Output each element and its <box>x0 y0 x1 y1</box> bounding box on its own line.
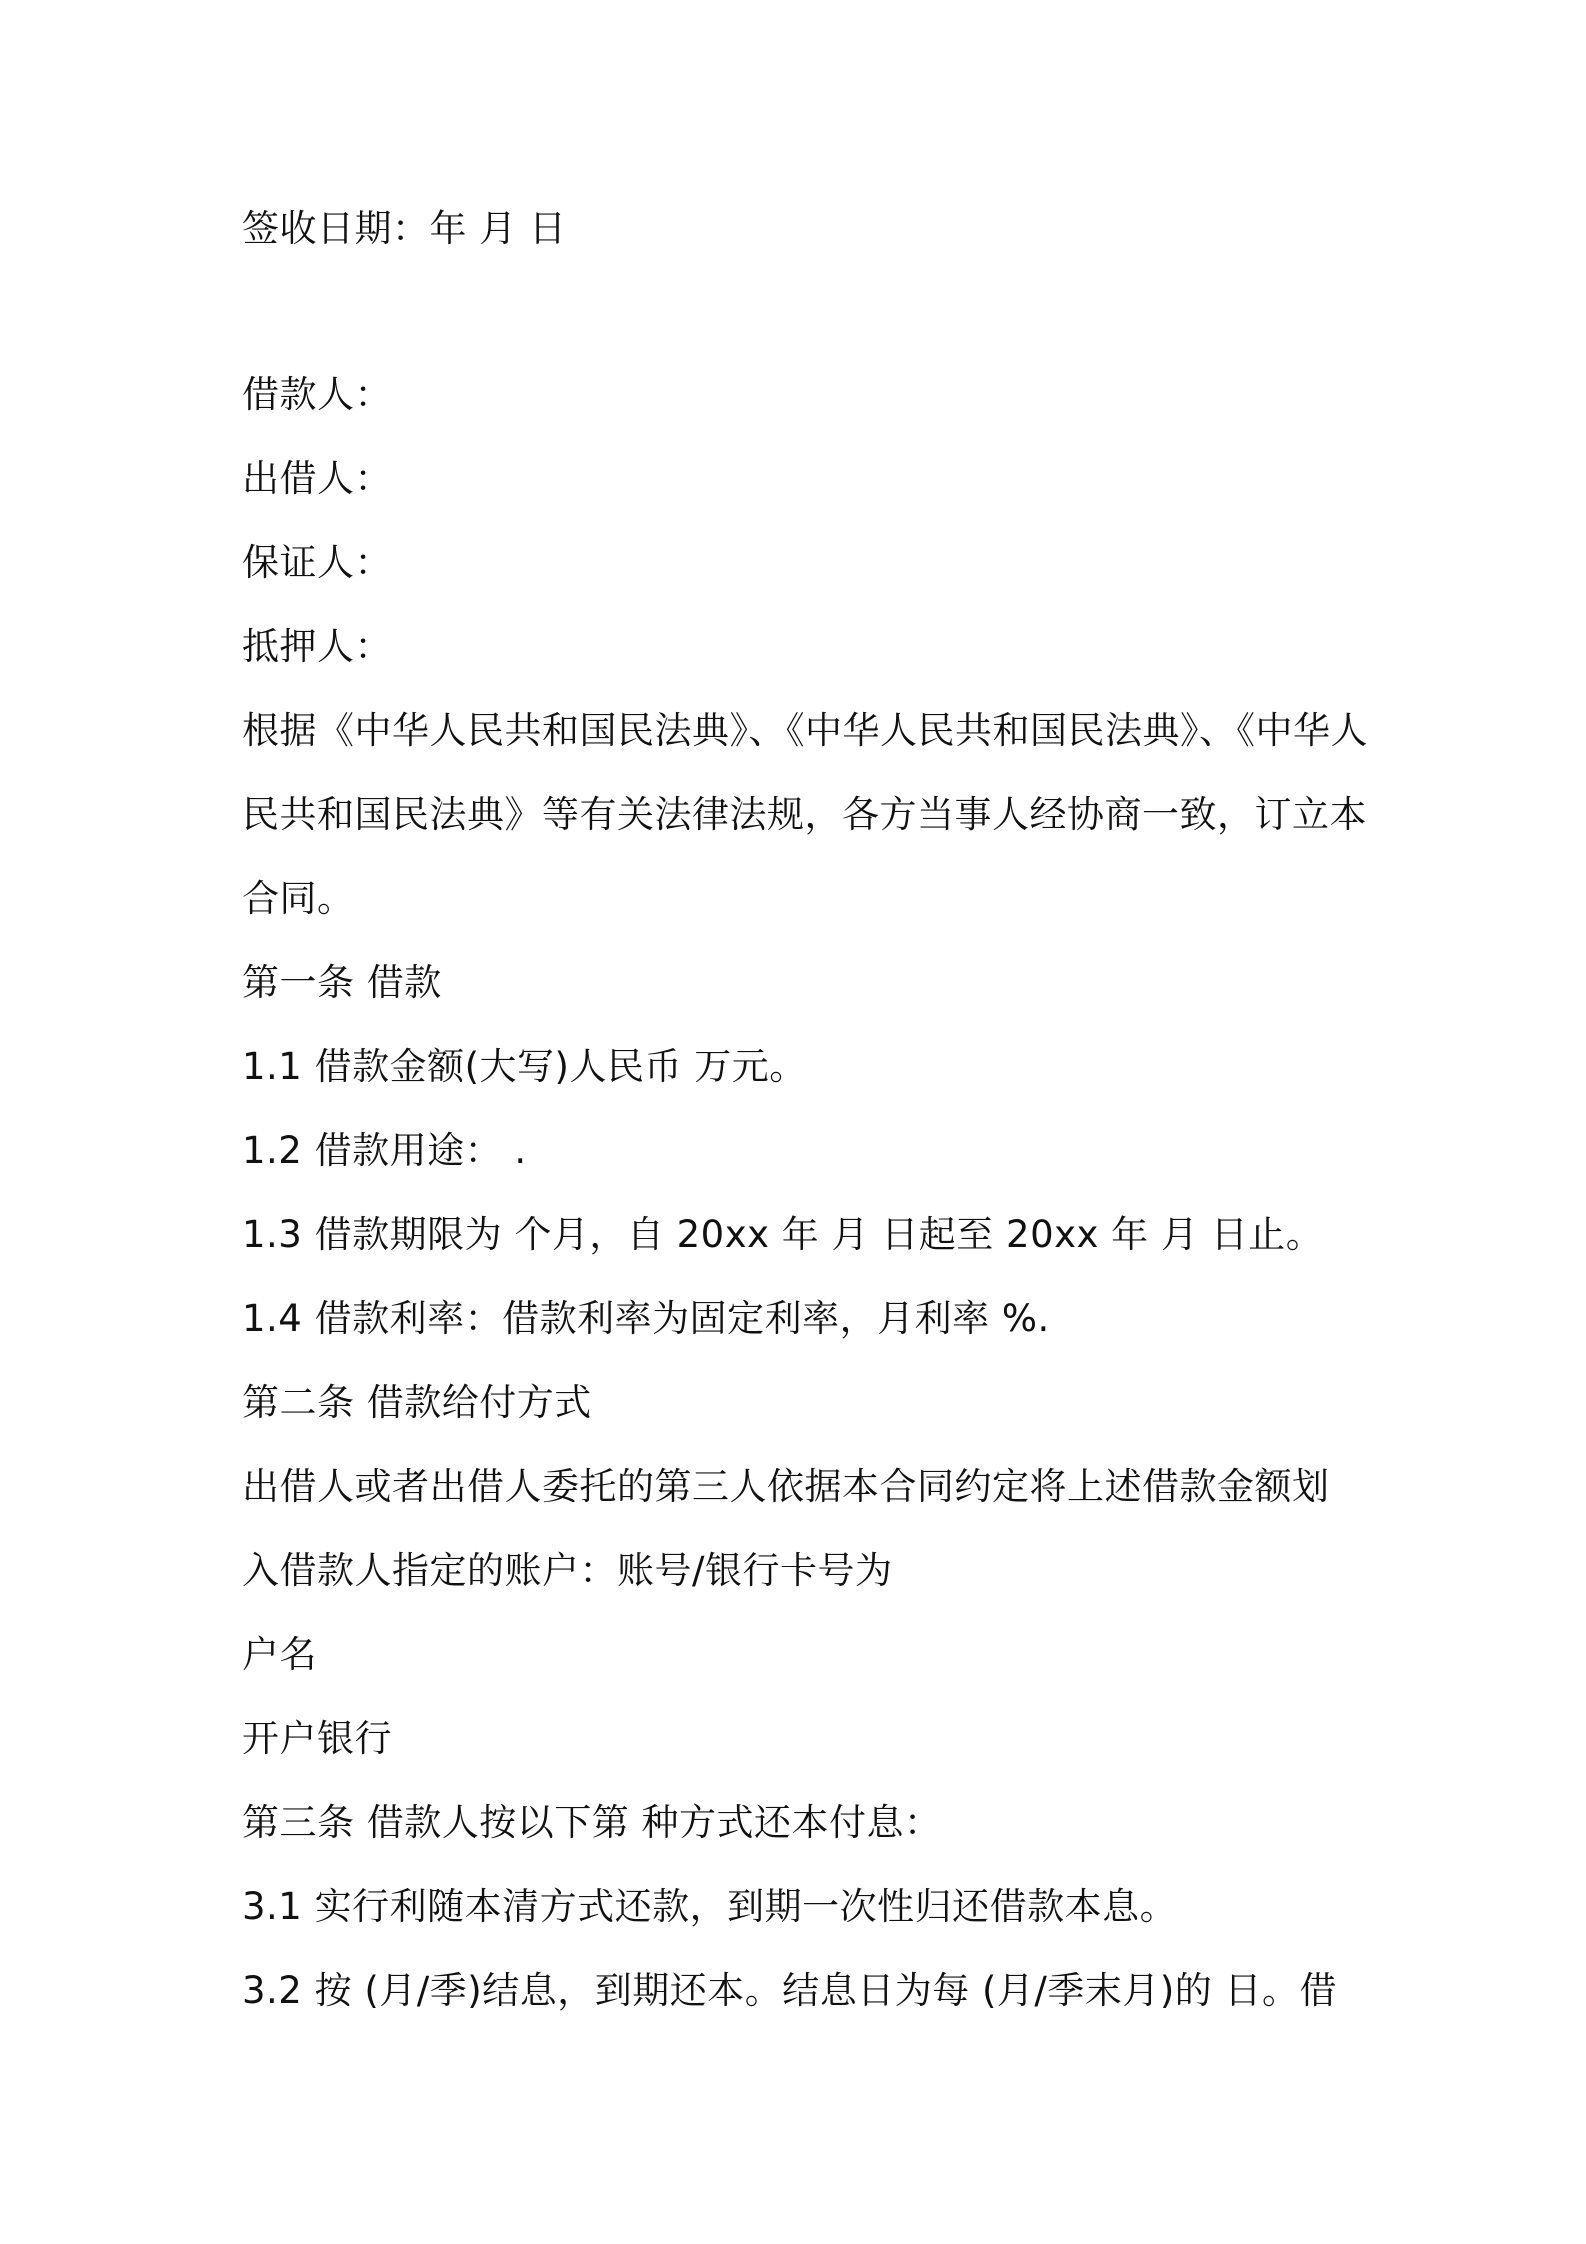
bank-line: 开户银行 <box>242 1717 392 1760</box>
article-1-heading: 第一条 借款 <box>242 961 442 1004</box>
clause-1-1: 1.1 借款金额(大写)人民币 万元。 <box>242 1045 807 1088</box>
preamble-line-1: 根据《中华人民共和国民法典》、《中华人民共和国民法典》、《中华人 <box>242 709 1368 752</box>
lender-line: 出借人： <box>242 457 392 500</box>
preamble-line-2: 民共和国民法典》等有关法律法规，各方当事人经协商一致，订立本 <box>242 793 1367 836</box>
clause-3-2: 3.2 按 (月/季)结息，到期还本。结息日为每 (月/季末月)的 日。借 <box>242 1969 1338 2012</box>
article-2-line-2: 入借款人指定的账户：账号/银行卡号为 <box>242 1549 893 1592</box>
clause-1-3: 1.3 借款期限为 个月，自 20xx 年 月 日起至 20xx 年 月 日止。 <box>242 1213 1324 1256</box>
article-2-heading: 第二条 借款给付方式 <box>242 1381 592 1424</box>
clause-1-2: 1.2 借款用途： . <box>242 1129 527 1172</box>
sign-date-line: 签收日期：年 月 日 <box>242 207 567 250</box>
preamble-line-3: 合同。 <box>242 877 355 920</box>
account-name-line: 户名 <box>242 1633 317 1676</box>
clause-1-4: 1.4 借款利率：借款利率为固定利率，月利率 %. <box>242 1297 1050 1340</box>
mortgagor-line: 抵押人： <box>242 625 392 668</box>
guarantor-line: 保证人： <box>242 541 392 584</box>
article-3-heading: 第三条 借款人按以下第 种方式还本付息： <box>242 1801 942 1844</box>
clause-3-1: 3.1 实行利随本清方式还款，到期一次性归还借款本息。 <box>242 1885 1178 1928</box>
borrower-line: 借款人： <box>242 373 392 416</box>
article-2-line-1: 出借人或者出借人委托的第三人依据本合同约定将上述借款金额划 <box>242 1465 1330 1508</box>
